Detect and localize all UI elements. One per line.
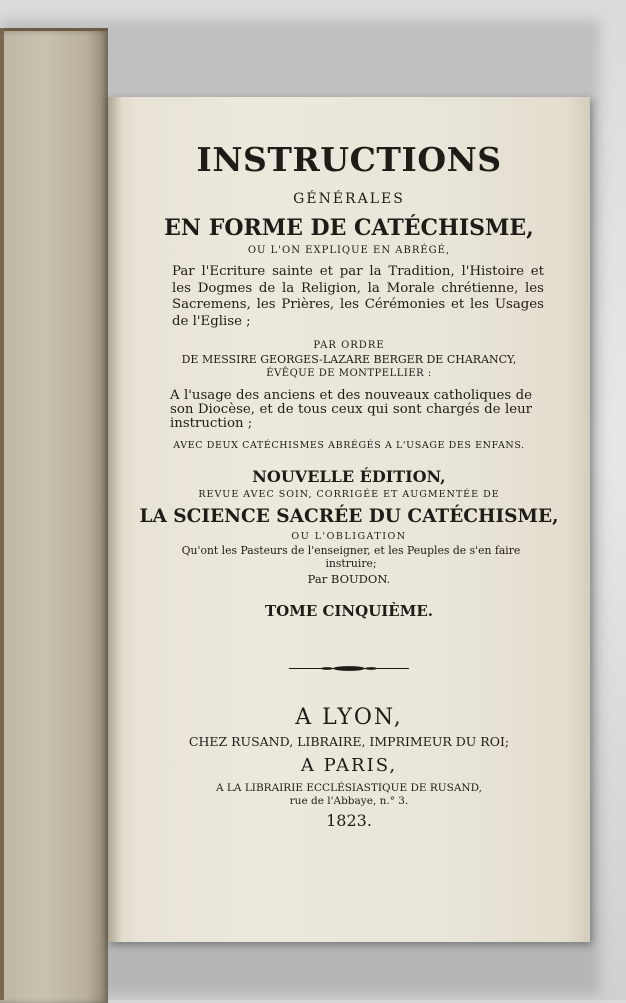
publisher-paris: A LA LIBRAIRIE ECCLÉSIASTIQUE DE RUSAND, <box>216 782 482 794</box>
subtitle-catechisme: EN FORME DE CATÉCHISME, <box>164 215 534 241</box>
publisher-lyon: CHEZ RUSAND, LIBRAIRE, IMPRIMEUR DU ROI; <box>188 734 510 749</box>
revision-line: REVUE AVEC SOIN, CORRIGÉE ET AUGMENTÉE DE <box>198 489 500 500</box>
edition-label: NOUVELLE ÉDITION, <box>252 467 446 486</box>
science-title: LA SCIENCE SACRÉE DU CATÉCHISME, <box>139 506 559 527</box>
title-page-text <box>118 140 580 830</box>
by-author: Par BOUDON. <box>307 572 391 586</box>
city-paris: A PARIS, <box>300 755 398 776</box>
subtitle-explique: OU L'ON EXPLIQUE EN ABRÉGÉ, <box>247 245 451 256</box>
book-title: INSTRUCTIONS <box>196 140 502 179</box>
publisher-address: rue de l'Abbaye, n.° 3. <box>289 795 409 807</box>
description-paragraph: Par l'Ecriture sainte et par la Tradition, l'Histoire et les Dogmes de la Religion, la Morale chrétienne, les Sacremens, les Prières, les Cérémonies et les Usages de l'Eglise ; <box>172 264 544 329</box>
publication-year: 1823. <box>326 811 372 830</box>
book-cover-edge <box>0 28 4 1000</box>
order-label: PAR ORDRE <box>313 340 385 351</box>
author-title: ÉVÊQUE DE MONTPELLIER : <box>266 368 432 379</box>
obligation-label: OU L'OBLIGATION <box>291 531 407 542</box>
city-lyon: A LYON, <box>295 705 403 730</box>
subtitle-generales: GÉNÉRALES <box>293 191 405 207</box>
decorative-rule-icon <box>289 658 409 667</box>
obligation-text: Qu'ont les Pasteurs de l'enseigner, et les Peuples de s'en faire instruire; <box>181 544 521 570</box>
author-line: DE MESSIRE GEORGES-LAZARE BERGER DE CHARANCY, <box>181 353 517 366</box>
book-cover-board <box>0 28 108 1003</box>
volume-label: TOME CINQUIÈME. <box>264 602 433 620</box>
children-catechism-line: AVEC DEUX CATÉCHISMES ABRÉGÉS A L'USAGE DES ENFANS. <box>173 440 525 451</box>
usage-paragraph: A l'usage des anciens et des nouveaux catholiques de son Diocèse, et de tous ceux qui sont chargés de leur instruction ; <box>170 388 532 431</box>
